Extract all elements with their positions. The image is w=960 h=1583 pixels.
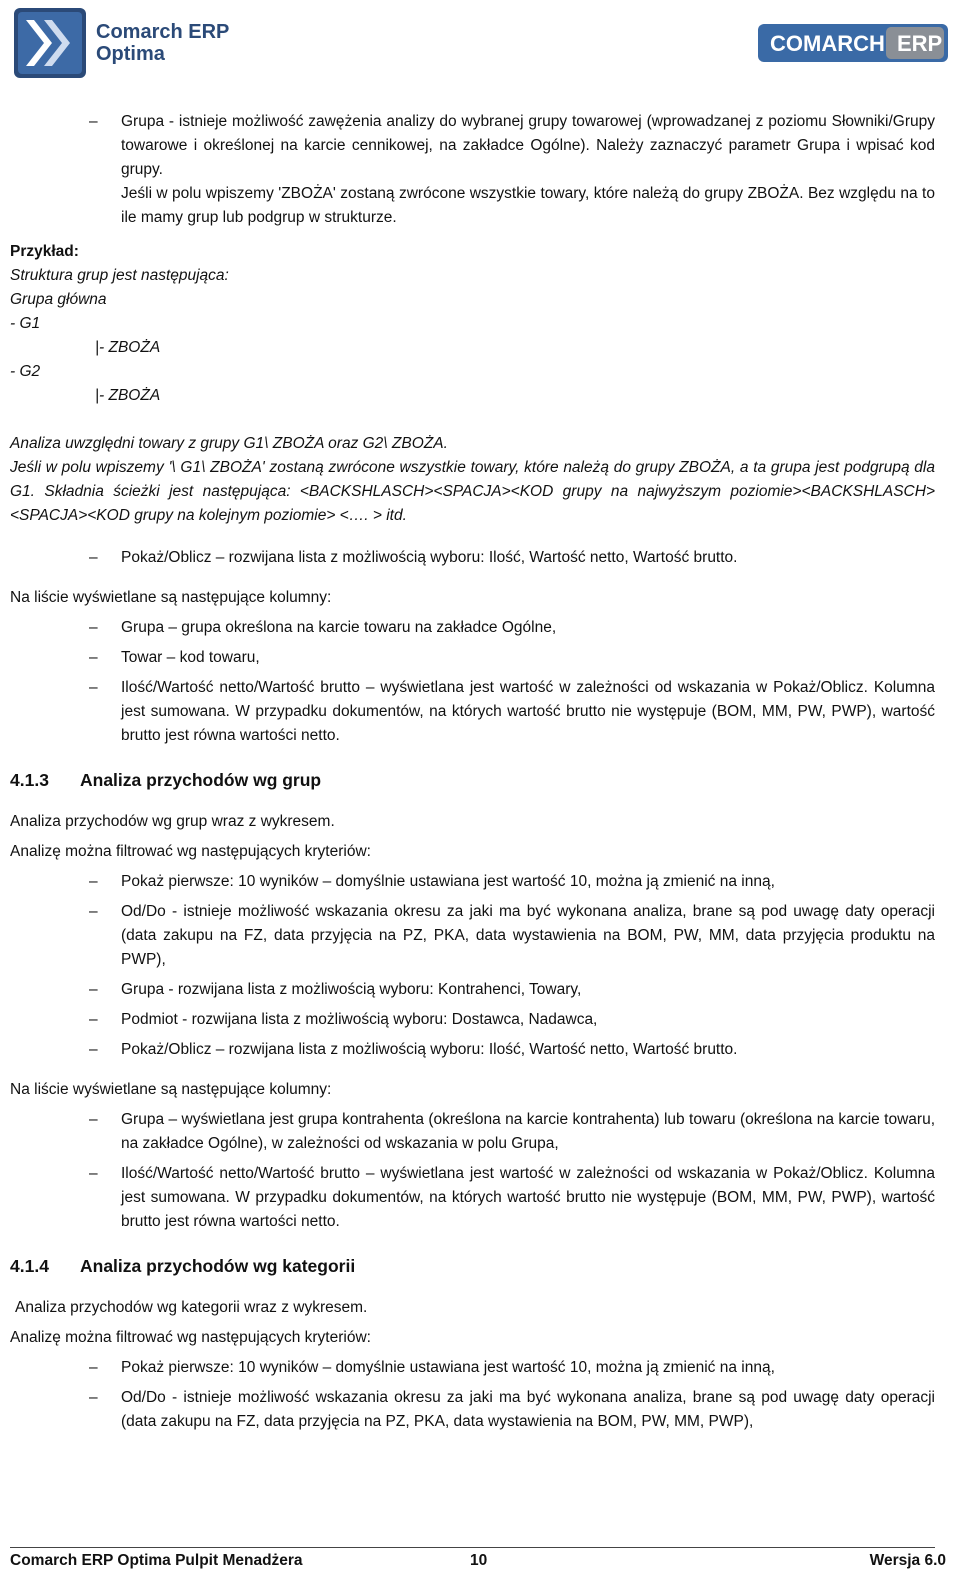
- section-heading-413: [10, 768, 935, 792]
- filter-item-text: Pokaż pierwsze: 10 wyników – domyślnie ustawiana jest wartość 10, można ją zmienić na inną,: [121, 873, 775, 890]
- example-block: [10, 240, 935, 528]
- example-label: Przykład:: [10, 243, 79, 260]
- pokaz-oblicz-text: Pokaż/Oblicz – rozwijana lista z możliwością wyboru: Ilość, Wartość netto, Wartość brutto.: [121, 549, 738, 566]
- list-item-column: [10, 1108, 935, 1156]
- list-item-filter: [10, 1008, 935, 1032]
- example-line-5: - G2: [10, 363, 41, 380]
- column-item-text: Towar – kod towaru,: [121, 649, 260, 666]
- filter-item-text: Od/Do - istnieje możliwość wskazania okresu za jaki ma być wykonana analiza, brane są pod uwagę daty operacji (data zakupu na FZ, data przyjęcia na PZ, PKA, data wystawienia na BOM, PW, MM, PWP),: [121, 1389, 935, 1430]
- example-line-8: Jeśli w polu wpiszemy '\ G1\ ZBOŻA' zostaną zwrócone wszystkie towary, które należą do grupy ZBOŻA, a ta grupa jest podgrupą dla G1. Składnia ścieżki jest następująca: <BACKSHLASCH><SPACJA><KOD grupy na najwyższym poziomie><BACKSHLASCH><SPACJA><KOD grupy na kolejnym poziomie> <…. > itd.: [10, 459, 935, 524]
- list-item-pokaz-oblicz: [10, 546, 935, 570]
- footer-version: Wersja 6.0: [869, 1552, 946, 1569]
- filter-item-text: Grupa - rozwijana lista z możliwością wyboru: Kontrahenci, Towary,: [121, 981, 582, 998]
- example-line-3: - G1: [10, 315, 41, 332]
- list-item-column: [10, 646, 935, 670]
- section-number: 4.1.4: [10, 1256, 49, 1276]
- section-intro: Analiza przychodów wg kategorii wraz z wykresem.: [15, 1299, 368, 1316]
- logo-text: [96, 21, 229, 65]
- logo-line-1: Comarch ERP: [96, 21, 230, 43]
- list-item-column: [10, 676, 935, 748]
- column-item-text: Ilość/Wartość netto/Wartość brutto – wyświetlana jest wartość w zależności od wskazania w Pokaż/Oblicz. Kolumna jest sumowana. W przypadku dokumentów, na których wartość brutto nie występuje (BOM, MM, PW, PWP), wartość brutto jest równa wartości netto.: [121, 1165, 935, 1230]
- section-number: 4.1.3: [10, 770, 49, 790]
- grupa-description: – Grupa - istnieje możliwość zawężenia analizy do wybranej grupy towarowej (wprowadzanej z poziomu Słowniki/Grupy towarowe i określonej na karcie cennikowej, na zakładce Ogólne). Należy zaznaczyć parametr Grupa i wpisać kod grupy.: [121, 113, 935, 178]
- list-item-filter: [10, 1356, 935, 1380]
- list-item-filter: [10, 1386, 935, 1434]
- list-item-filter: [10, 1038, 935, 1062]
- column-item-text: Ilość/Wartość netto/Wartość brutto – wyświetlana jest wartość w zależności od wskazania w Pokaż/Oblicz. Kolumna jest sumowana. W przypadku dokumentów, na których wartość brutto nie występuje (BOM, MM, PW, PWP), wartość brutto jest równa wartości netto.: [121, 679, 935, 744]
- example-line-1: Struktura grup jest następująca:: [10, 267, 229, 284]
- section-title: Analiza przychodów wg grup: [80, 770, 322, 790]
- list-item-grupa: [10, 110, 935, 230]
- grupa-example-note: Jeśli w polu wpiszemy 'ZBOŻA' zostaną zwrócone wszystkie towary, które należą do grupy ZBOŻA. Bez względu na to ile mamy grup lub podgrup w strukturze.: [121, 185, 935, 226]
- section-filters-intro: Analizę można filtrować wg następujących kryteriów:: [10, 843, 371, 860]
- example-line-2: Grupa główna: [10, 291, 107, 308]
- columns-intro: Na liście wyświetlane są następujące kolumny:: [10, 589, 332, 606]
- comarch-erp-optima-logo: [14, 8, 229, 78]
- filter-item-text: Pokaż/Oblicz – rozwijana lista z możliwością wyboru: Ilość, Wartość netto, Wartość brutto.: [121, 1041, 738, 1058]
- list-item-column: [10, 1162, 935, 1234]
- footer-document-title: Comarch ERP Optima Pulpit Menadżera: [10, 1552, 303, 1569]
- example-line-7: Analiza uwzględni towary z grupy G1\ ZBOŻA oraz G2\ ZBOŻA.: [10, 435, 448, 452]
- example-line-6: |- ZBOŻA: [95, 387, 161, 404]
- badge-tag-text: ERP: [897, 31, 943, 56]
- list-item-filter: [10, 870, 935, 894]
- list-item-filter: [10, 978, 935, 1002]
- list-item-filter: [10, 900, 935, 972]
- filter-item-text: Pokaż pierwsze: 10 wyników – domyślnie ustawiana jest wartość 10, można ją zmienić na inną,: [121, 1359, 775, 1376]
- page-header: [0, 0, 960, 90]
- filter-item-text: Od/Do - istnieje możliwość wskazania okresu za jaki ma być wykonana analiza, brane są pod uwagę daty operacji (data zakupu na FZ, data przyjęcia na PZ, PKA, data wystawienia na BOM, PW, MM, data przyjęcia produktu na PWP),: [121, 903, 935, 968]
- footer-page-number: 10: [470, 1552, 488, 1569]
- column-item-text: Grupa – wyświetlana jest grupa kontrahenta (określona na karcie kontrahenta) lub towaru (określona na karcie towaru, na zakładce Ogólne), w zależności od wskazania w polu Grupa,: [121, 1111, 935, 1152]
- section-heading-414: [10, 1254, 935, 1278]
- document-body: [10, 110, 935, 1440]
- comarch-erp-badge: [758, 24, 948, 62]
- section-title: Analiza przychodów wg kategorii: [80, 1256, 356, 1276]
- badge-main-text: COMARCH: [770, 31, 885, 56]
- section-columns-intro: Na liście wyświetlane są następujące kolumny:: [10, 1081, 332, 1098]
- logo-line-2: Optima: [96, 43, 165, 65]
- list-item-column: [10, 616, 935, 640]
- section-filters-intro: Analizę można filtrować wg następujących kryteriów:: [10, 1329, 371, 1346]
- filter-item-text: Podmiot - rozwijana lista z możliwością wyboru: Dostawca, Nadawca,: [121, 1011, 598, 1028]
- page-footer: [10, 1547, 946, 1572]
- example-line-4: |- ZBOŻA: [95, 339, 161, 356]
- optima-logo-icon: [14, 8, 86, 78]
- column-item-text: Grupa – grupa określona na karcie towaru na zakładce Ogólne,: [121, 619, 557, 636]
- section-intro: Analiza przychodów wg grup wraz z wykresem.: [10, 813, 335, 830]
